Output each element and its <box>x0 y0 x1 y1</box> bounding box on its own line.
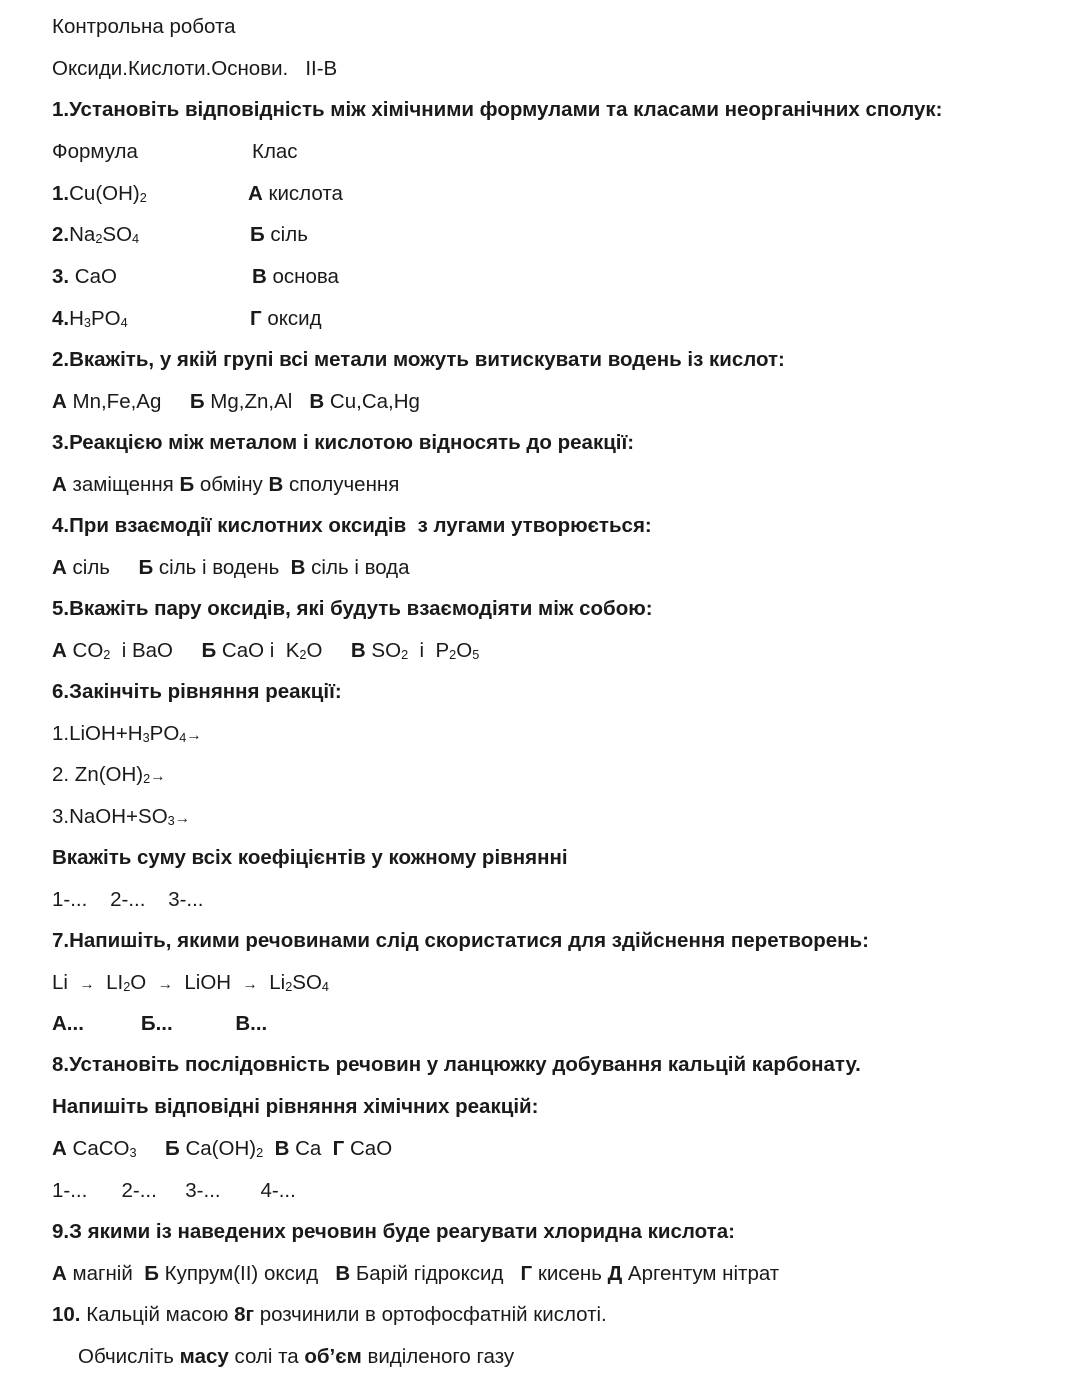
q8-options: А CaCO$_3$ Б $Ca(OH)_2$ В Ca Г CaO <box>52 1137 393 1160</box>
equation-1: $1.LiOH+H_3PO_4\to$ <box>52 722 202 745</box>
class-option-a: А кислота <box>248 182 343 205</box>
question-7: 7.Напишіть, якими речовинами слід скористатися для здійснення перетворень: <box>52 929 869 952</box>
coefficient-sum-prompt: Вкажіть суму всіх коефіцієнтів у кожному рівнянні <box>52 846 568 869</box>
q4-options: А сіль Б сіль і водень В сіль і вода <box>52 556 410 579</box>
class-option-v: В основа <box>252 265 339 288</box>
question-2: 2.Вкажіть, у якій групі всі метали можуть витискувати водень із кислот: <box>52 348 785 371</box>
class-option-g: Г оксид <box>250 307 322 330</box>
page-title: Контрольна робота <box>52 15 236 38</box>
equation-2: 2. $Zn(OH)_2\to$ <box>52 763 166 786</box>
q3-options: А заміщення Б обміну В сполучення <box>52 473 400 496</box>
question-9: 9.З якими із наведених речовин буде реагувати хлоридна кислота: <box>52 1220 735 1243</box>
q9-options: А магній Б Купрум(ІІ) оксид В Барій гідроксид Г кисень Д Аргентум нітрат <box>52 1262 780 1285</box>
equation-3: $3.NaOH+SO_3\to$ <box>52 805 191 828</box>
question-4: 4.При взаємодії кислотних оксидів з лугами утворюється: <box>52 514 652 537</box>
q5-options: А $CO_2$ і BaO Б CaO і $K_2O$ В $SO_2$ і $P_2O_5$ <box>52 639 480 662</box>
class-option-b: Б сіль <box>250 223 308 246</box>
question-6: 6.Закінчіть рівняння реакції: <box>52 680 342 703</box>
q2-options: А Mn,Fe,Ag Б Mg,Zn,Al В Cu,Ca,Hg <box>52 390 420 413</box>
formula-4: $4.H_3PO_4$ <box>52 307 128 330</box>
col-class-header: Клас <box>252 140 298 163</box>
formula-1: $1.Cu(OH)_2$ <box>52 182 147 205</box>
q7-answer-blanks: А... Б... В... <box>52 1012 268 1035</box>
q6-answer-blanks: 1-... 2-... 3-... <box>52 888 204 911</box>
formula-2: $2.Na_2SO_4$ <box>52 223 140 246</box>
q8-answer-blanks: 1-... 2-... 3-... 4-... <box>52 1179 296 1202</box>
question-10: 10. Кальцій масою 8г розчинили в ортофосфатній кислоті. <box>52 1303 607 1326</box>
question-3: 3.Реакцією між металом і кислотою відносять до реакції: <box>52 431 635 454</box>
formula-3: 3. CaO <box>52 265 117 288</box>
question-5: 5.Вкажіть пару оксидів, які будуть взаємодіяти між собою: <box>52 597 653 620</box>
question-1: 1.Установіть відповідність між хімічними формулами та класами неорганічних сполук: <box>52 98 943 121</box>
topic-variant: Оксиди.Кислоти.Основи. ІІ-В <box>52 57 338 80</box>
col-formula-header: Формула <box>52 140 138 163</box>
question-8: 8.Установіть послідовність речовин у ланцюжку добування кальцій карбонату. <box>52 1053 861 1076</box>
q10-task: Обчисліть масу солі та об’єм виділеного газу <box>78 1345 515 1368</box>
q8-instruction: Напишіть відповідні рівняння хімічних реакцій: <box>52 1095 539 1118</box>
transformation-chain: $Li \to LI_2O$ → LiOH → $Li_2SO_4$ <box>52 971 329 994</box>
